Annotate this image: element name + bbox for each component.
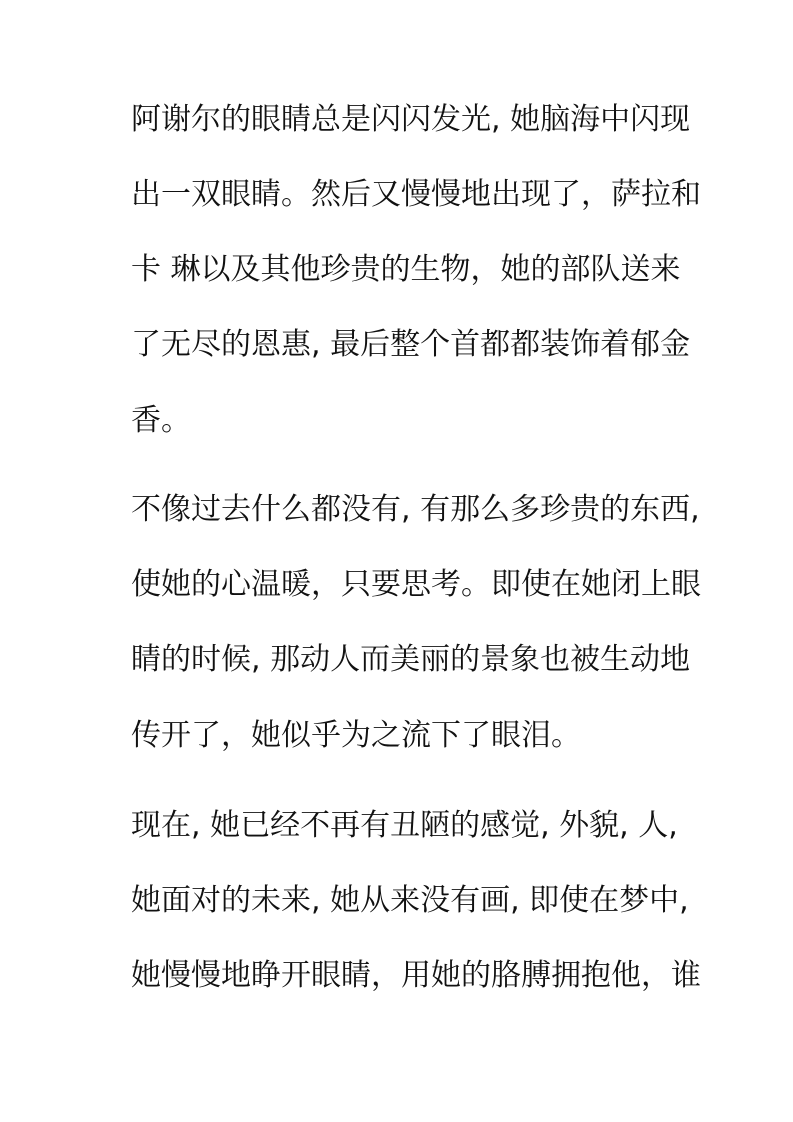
text-line: 她慢慢地睁开眼睛，用她的胳膊拥抱他，谁 — [131, 958, 701, 993]
text-line: 不像过去什么都没有, 有那么多珍贵的东西, — [131, 492, 700, 527]
text-line: 睛的时候, 那动人而美丽的景象也被生动地 — [131, 642, 691, 677]
text-line: 香。 — [131, 403, 191, 438]
text-line: 了无尽的恩惠, 最后整个首都都装饰着郁金 — [131, 327, 691, 362]
text-line: 出一双眼睛。然后又慢慢地出现了，萨拉和 — [131, 177, 701, 212]
text-line: 她面对的未来, 她从来没有画, 即使在梦中, — [131, 883, 689, 918]
text-line: 传开了，她似乎为之流下了眼泪。 — [131, 718, 581, 753]
text-line: 现在, 她已经不再有丑陋的感觉, 外貌, 人, — [131, 808, 678, 843]
text-line: 阿谢尔的眼睛总是闪闪发光, 她脑海中闪现 — [131, 102, 691, 137]
text-line: 卡 琳以及其他珍贵的生物，她的部队送来 — [131, 252, 681, 287]
text-line: 使她的心温暖，只要思考。即使在她闭上眼 — [131, 567, 701, 602]
